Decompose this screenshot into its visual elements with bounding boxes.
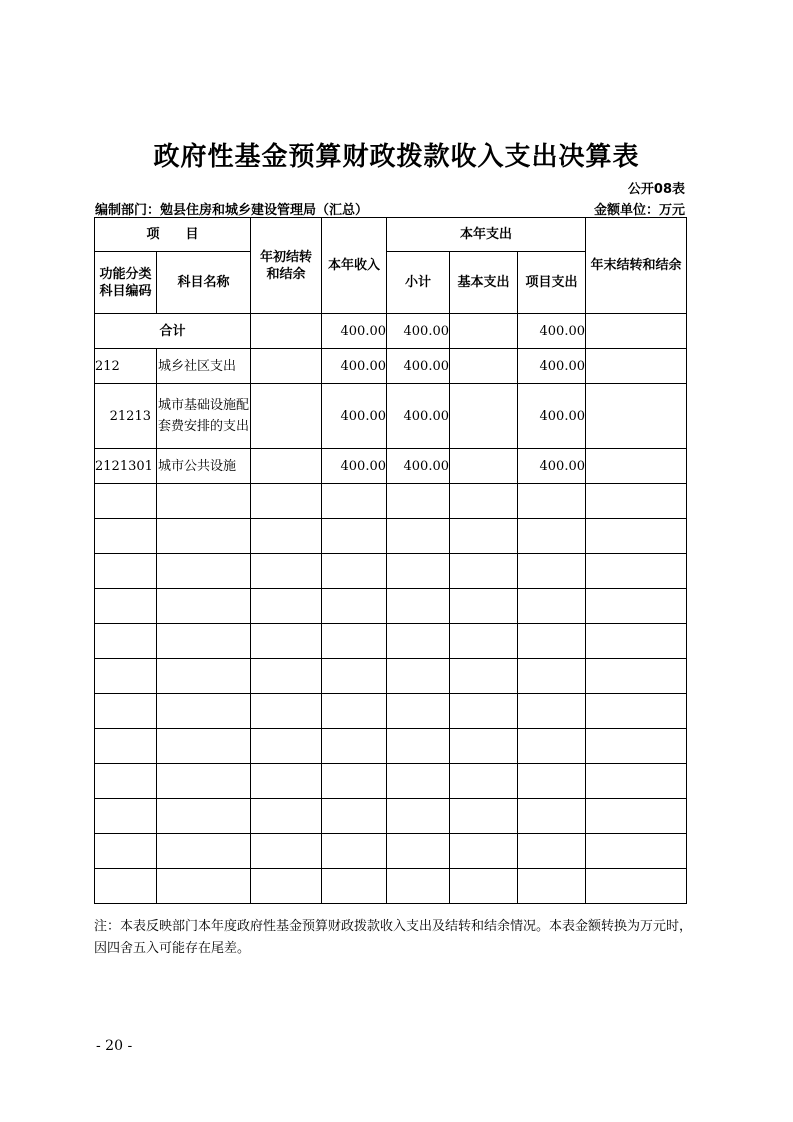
empty-cell xyxy=(95,519,157,554)
empty-cell xyxy=(322,799,387,834)
empty-cell xyxy=(387,484,450,519)
row-closing xyxy=(586,349,687,384)
empty-cell xyxy=(518,729,586,764)
row-income: 400.00 xyxy=(322,449,387,484)
empty-row xyxy=(95,624,687,659)
empty-cell xyxy=(518,764,586,799)
row-code: 212 xyxy=(95,349,157,384)
row-opening xyxy=(251,449,322,484)
empty-cell xyxy=(450,729,518,764)
total-income: 400.00 xyxy=(322,314,387,349)
empty-cell xyxy=(322,484,387,519)
empty-row xyxy=(95,799,687,834)
row-income: 400.00 xyxy=(322,384,387,449)
empty-cell xyxy=(450,554,518,589)
row-closing xyxy=(586,449,687,484)
empty-cell xyxy=(251,694,322,729)
empty-cell xyxy=(518,484,586,519)
row-name: 城市基础设施配套费安排的支出 xyxy=(157,384,251,449)
empty-cell xyxy=(586,834,687,869)
empty-cell xyxy=(387,624,450,659)
empty-cell xyxy=(251,869,322,904)
empty-cell xyxy=(157,554,251,589)
empty-cell xyxy=(586,554,687,589)
empty-row xyxy=(95,834,687,869)
empty-cell xyxy=(518,624,586,659)
header-opening-balance: 年初结转和结余 xyxy=(251,218,322,314)
empty-cell xyxy=(450,624,518,659)
total-basic xyxy=(450,314,518,349)
empty-cell xyxy=(157,764,251,799)
empty-cell xyxy=(518,869,586,904)
header-subtotal: 小计 xyxy=(387,252,450,314)
row-project: 400.00 xyxy=(518,449,586,484)
empty-row xyxy=(95,519,687,554)
page-number: - 20 - xyxy=(96,1038,133,1054)
total-row xyxy=(95,314,687,349)
empty-cell xyxy=(450,764,518,799)
row-basic xyxy=(450,449,518,484)
empty-row xyxy=(95,589,687,624)
header-expenditure: 本年支出 xyxy=(387,218,586,252)
empty-cell xyxy=(251,729,322,764)
empty-cell xyxy=(586,484,687,519)
empty-cell xyxy=(387,659,450,694)
form-number: 公开08表 xyxy=(627,182,685,197)
empty-cell xyxy=(157,589,251,624)
row-name: 城市公共设施 xyxy=(157,449,251,484)
total-closing xyxy=(586,314,687,349)
empty-row xyxy=(95,659,687,694)
empty-cell xyxy=(157,729,251,764)
empty-cell xyxy=(322,554,387,589)
empty-cell xyxy=(95,694,157,729)
empty-cell xyxy=(518,554,586,589)
empty-cell xyxy=(157,659,251,694)
empty-cell xyxy=(322,869,387,904)
empty-cell xyxy=(322,694,387,729)
empty-cell xyxy=(157,484,251,519)
row-subtotal: 400.00 xyxy=(387,449,450,484)
empty-cell xyxy=(251,659,322,694)
empty-cell xyxy=(251,834,322,869)
empty-cell xyxy=(518,834,586,869)
empty-cell xyxy=(450,694,518,729)
row-subtotal: 400.00 xyxy=(387,384,450,449)
empty-cell xyxy=(251,554,322,589)
empty-cell xyxy=(387,729,450,764)
empty-cell xyxy=(157,694,251,729)
empty-cell xyxy=(387,694,450,729)
header-basic: 基本支出 xyxy=(450,252,518,314)
empty-cell xyxy=(251,589,322,624)
header-income: 本年收入 xyxy=(322,218,387,314)
empty-row xyxy=(95,764,687,799)
empty-cell xyxy=(518,589,586,624)
empty-cell xyxy=(518,659,586,694)
header-project: 项目支出 xyxy=(518,252,586,314)
row-code: 21213 xyxy=(95,384,157,449)
empty-cell xyxy=(95,799,157,834)
empty-cell xyxy=(586,729,687,764)
empty-row xyxy=(95,484,687,519)
empty-cell xyxy=(450,589,518,624)
header-subject-name: 科目名称 xyxy=(157,252,251,314)
header-item: 项 目 xyxy=(95,218,251,252)
empty-cell xyxy=(586,624,687,659)
empty-cell xyxy=(95,484,157,519)
footnote: 注：本表反映部门本年度政府性基金预算财政拨款收入支出及结转和结余情况。本表金额转换为万元时，因四舍五入可能存在尾差。 xyxy=(94,919,693,956)
amount-unit: 金额单位：万元 xyxy=(593,203,685,218)
row-name: 城乡社区支出 xyxy=(157,349,251,384)
empty-cell xyxy=(95,589,157,624)
row-subtotal: 400.00 xyxy=(387,349,450,384)
empty-cell xyxy=(586,589,687,624)
empty-cell xyxy=(586,764,687,799)
empty-cell xyxy=(157,869,251,904)
empty-cell xyxy=(450,834,518,869)
empty-cell xyxy=(450,869,518,904)
empty-cell xyxy=(387,554,450,589)
empty-cell xyxy=(157,519,251,554)
empty-cell xyxy=(95,554,157,589)
empty-cell xyxy=(450,659,518,694)
empty-cell xyxy=(322,764,387,799)
empty-cell xyxy=(518,519,586,554)
empty-cell xyxy=(450,519,518,554)
empty-cell xyxy=(450,799,518,834)
budget-table xyxy=(94,217,687,904)
table-row xyxy=(95,384,687,449)
empty-cell xyxy=(586,694,687,729)
empty-cell xyxy=(518,694,586,729)
header-closing-balance: 年末结转和结余 xyxy=(586,218,687,314)
empty-row xyxy=(95,869,687,904)
empty-cell xyxy=(322,519,387,554)
empty-cell xyxy=(251,764,322,799)
page-title: 政府性基金预算财政拨款收入支出决算表 xyxy=(153,142,640,172)
empty-cell xyxy=(387,799,450,834)
empty-cell xyxy=(322,589,387,624)
empty-cell xyxy=(387,834,450,869)
empty-cell xyxy=(586,519,687,554)
empty-cell xyxy=(157,799,251,834)
empty-cell xyxy=(586,659,687,694)
empty-cell xyxy=(586,869,687,904)
compiling-department: 编制部门：勉县住房和城乡建设管理局（汇总） xyxy=(95,203,369,218)
empty-cell xyxy=(322,834,387,869)
row-opening xyxy=(251,349,322,384)
empty-row xyxy=(95,729,687,764)
empty-cell xyxy=(387,519,450,554)
empty-cell xyxy=(95,659,157,694)
empty-row xyxy=(95,694,687,729)
empty-cell xyxy=(157,834,251,869)
row-income: 400.00 xyxy=(322,349,387,384)
total-project: 400.00 xyxy=(518,314,586,349)
row-project: 400.00 xyxy=(518,384,586,449)
empty-cell xyxy=(95,764,157,799)
empty-cell xyxy=(95,834,157,869)
empty-cell xyxy=(387,764,450,799)
empty-cell xyxy=(95,624,157,659)
empty-cell xyxy=(322,659,387,694)
empty-cell xyxy=(518,799,586,834)
row-code: 2121301 xyxy=(95,449,157,484)
row-opening xyxy=(251,384,322,449)
table-row xyxy=(95,449,687,484)
empty-cell xyxy=(251,799,322,834)
empty-cell xyxy=(95,729,157,764)
row-basic xyxy=(450,349,518,384)
empty-cell xyxy=(387,589,450,624)
empty-cell xyxy=(387,869,450,904)
empty-cell xyxy=(157,624,251,659)
empty-cell xyxy=(251,484,322,519)
total-label: 合计 xyxy=(95,314,251,349)
empty-cell xyxy=(95,869,157,904)
header-func-code: 功能分类科目编码 xyxy=(95,252,157,314)
table-row xyxy=(95,349,687,384)
row-basic xyxy=(450,384,518,449)
empty-cell xyxy=(586,799,687,834)
total-subtotal: 400.00 xyxy=(387,314,450,349)
empty-cell xyxy=(322,729,387,764)
row-project: 400.00 xyxy=(518,349,586,384)
empty-cell xyxy=(322,624,387,659)
row-closing xyxy=(586,384,687,449)
total-opening xyxy=(251,314,322,349)
empty-cell xyxy=(450,484,518,519)
empty-cell xyxy=(251,624,322,659)
empty-cell xyxy=(251,519,322,554)
empty-row xyxy=(95,554,687,589)
